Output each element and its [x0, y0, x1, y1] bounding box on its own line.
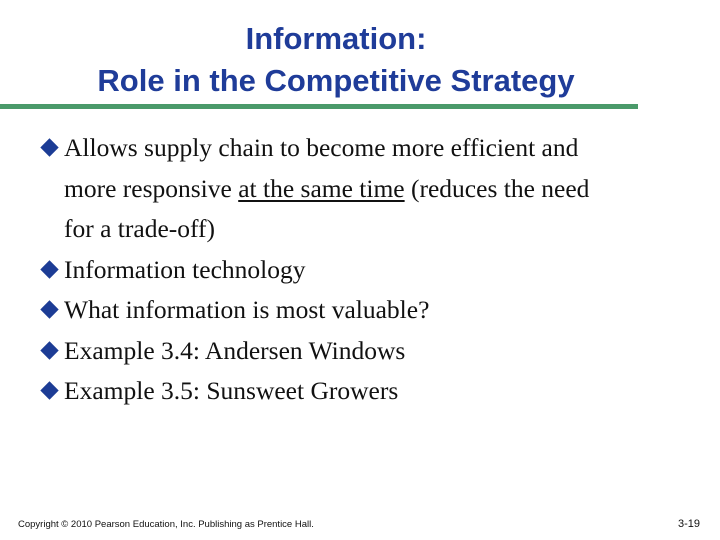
diamond-bullet-icon — [40, 260, 58, 278]
page-number: 3-19 — [677, 518, 700, 530]
bullet-item-efficiency — [40, 128, 690, 250]
underlined-phrase: at the same time — [238, 173, 405, 203]
bullet-item-valuable-information — [40, 290, 690, 331]
bullet-text: Example 3.4: Andersen Windows — [64, 335, 406, 365]
bullet-item-example-andersen — [40, 331, 690, 372]
diamond-bullet-icon — [40, 138, 58, 156]
bullet-text-line-2 — [64, 169, 690, 210]
bullet-item-information-technology — [40, 250, 690, 291]
diamond-bullet-icon — [40, 341, 58, 359]
bullet-item-example-sunsweet — [40, 371, 690, 412]
bullet-text: Information technology — [64, 254, 306, 284]
bullet-text-segment: more responsive — [64, 173, 239, 203]
copyright-footer: Copyright © 2010 Pearson Education, Inc. Publishing as Prentice Hall. — [18, 519, 314, 530]
title-underline-rule — [0, 104, 638, 109]
bullet-text: Example 3.5: Sunsweet Growers — [64, 376, 399, 405]
bullet-text-line-1: Allows supply chain to become more efficient and — [64, 133, 579, 162]
slide-title-line-1: Information: — [245, 21, 427, 56]
slide-title — [0, 18, 672, 102]
slide-title-line-2: Role in the Competitive Strategy — [97, 63, 575, 98]
diamond-bullet-icon — [40, 300, 58, 318]
bullet-list — [40, 128, 690, 412]
bullet-text-line-3: for a trade-off) — [64, 214, 216, 243]
diamond-bullet-icon — [40, 381, 58, 399]
bullet-text: What information is most valuable? — [64, 295, 430, 324]
bullet-text-segment: (reduces the need — [404, 173, 590, 203]
